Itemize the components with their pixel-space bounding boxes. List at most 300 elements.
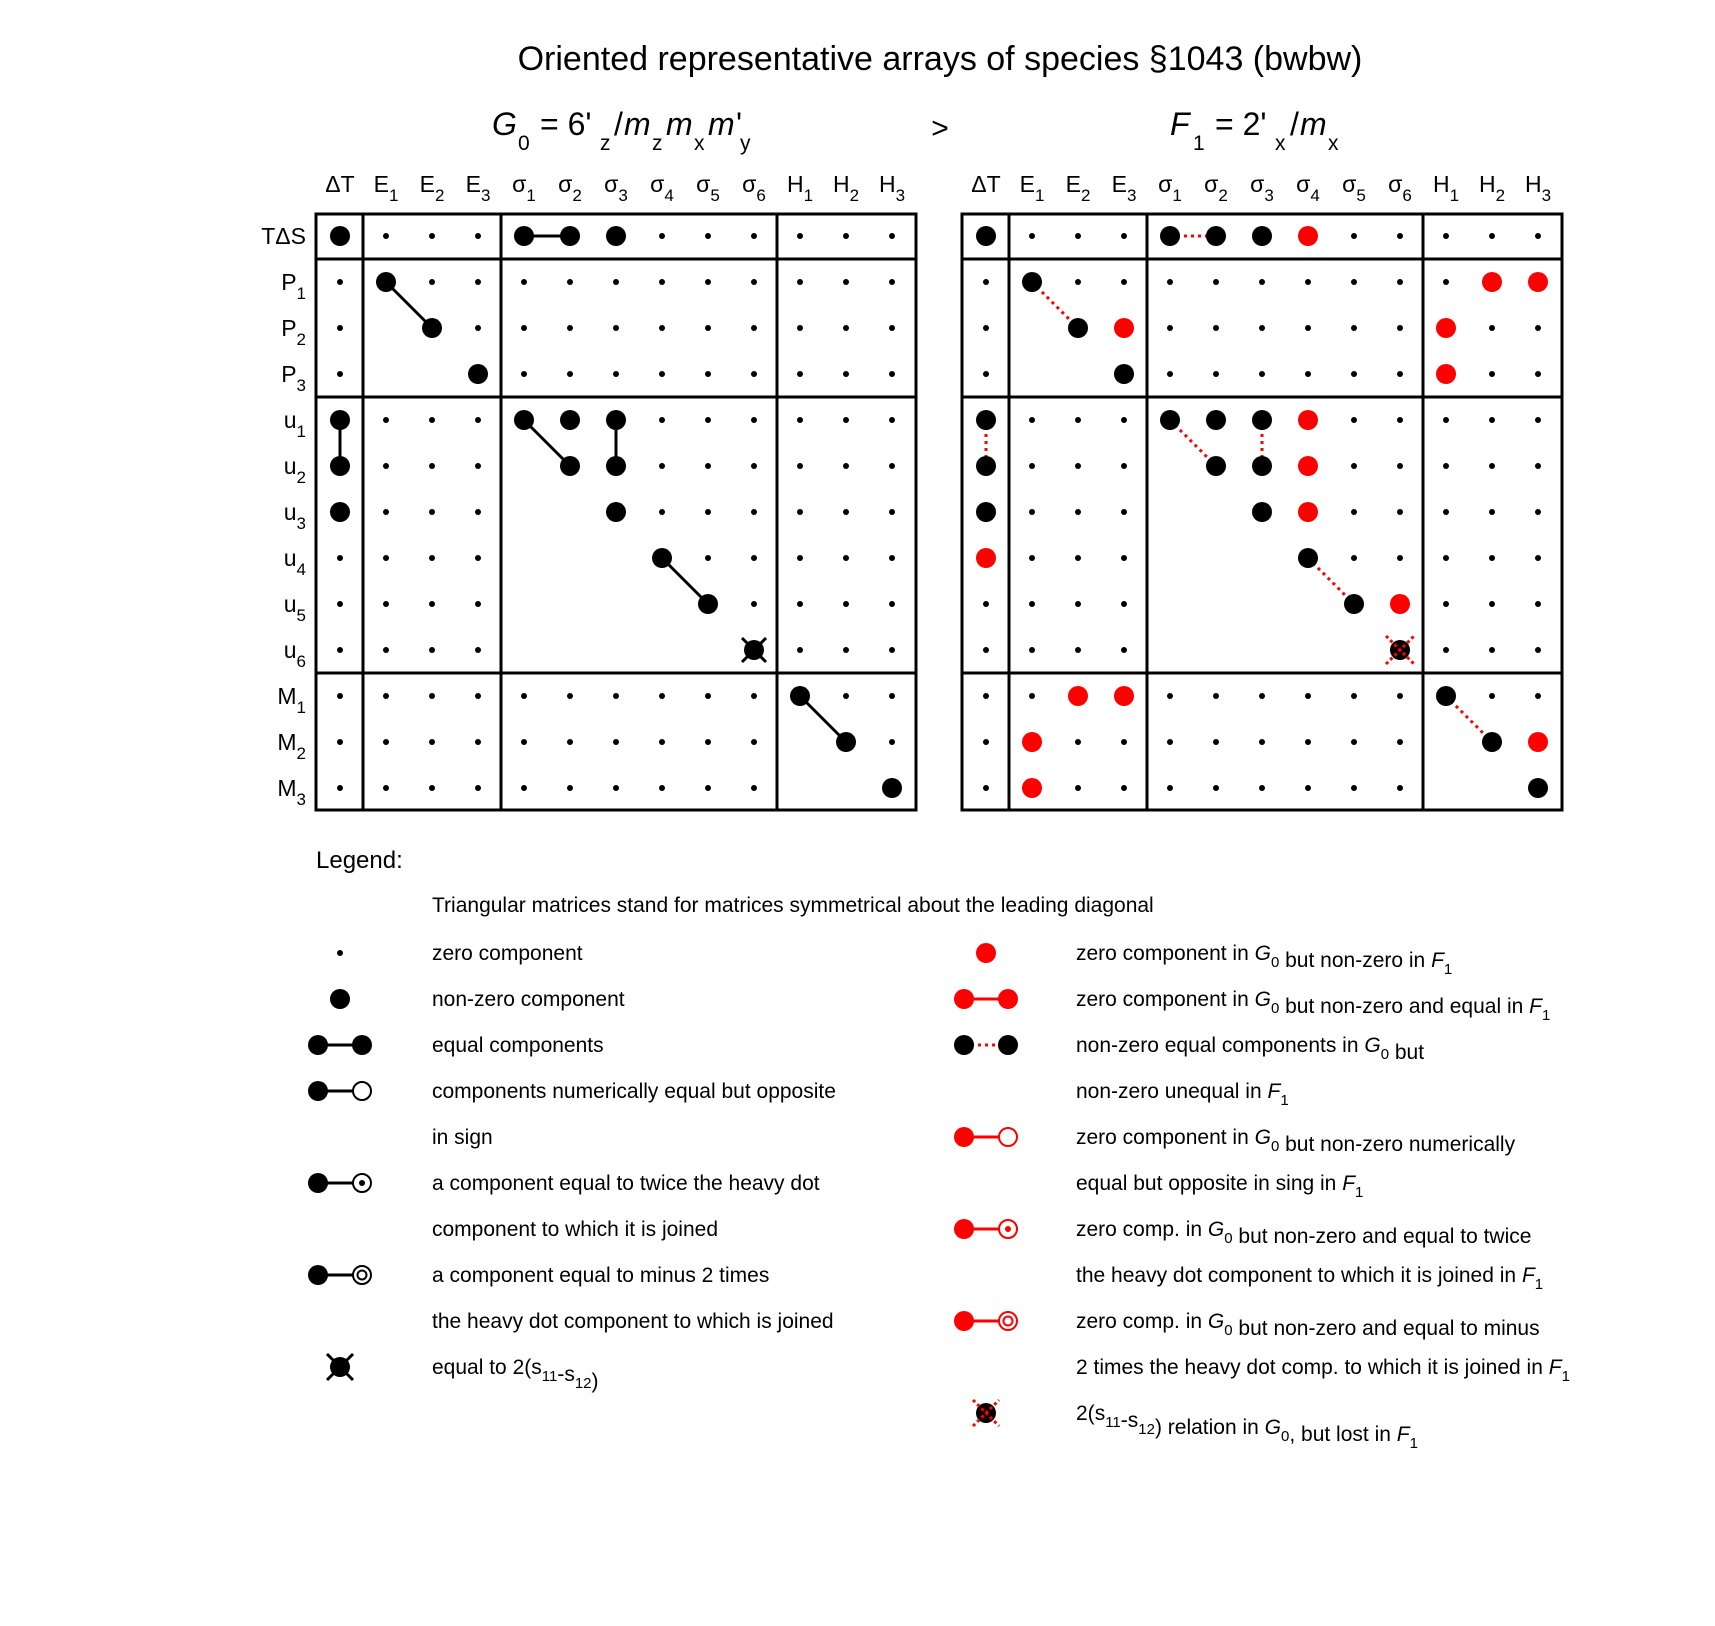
legend-text: zero component xyxy=(432,942,583,965)
column-header: $\sigma_3$ xyxy=(604,171,628,205)
zero-dot xyxy=(429,417,435,423)
red-dot xyxy=(1298,410,1318,430)
zero-dot xyxy=(983,785,989,791)
legend-text: the heavy dot component to which it is joined in $F_1$ xyxy=(1076,1264,1544,1293)
legend-text: non-zero equal components in $G_0$ but xyxy=(1076,1034,1425,1064)
zero-dot xyxy=(751,785,757,791)
nonzero-dot xyxy=(1528,778,1548,798)
row-label: $P_1$ xyxy=(281,269,306,303)
column-header: $\sigma_1$ xyxy=(1158,171,1182,205)
zero-dot xyxy=(1535,647,1541,653)
zero-dot xyxy=(429,601,435,607)
zero-dot xyxy=(429,693,435,699)
legend-heading: Legend: xyxy=(316,847,403,874)
zero-dot xyxy=(1029,555,1035,561)
column-header: $H_1$ xyxy=(786,171,814,205)
zero-dot xyxy=(889,233,895,239)
zero-dot xyxy=(1351,325,1357,331)
legend-text: in sign xyxy=(432,1126,493,1149)
nonzero-dot xyxy=(790,686,810,706)
zero-dot xyxy=(475,601,481,607)
svg-text:= 6': = 6' xyxy=(540,106,592,142)
zero-dot xyxy=(705,233,711,239)
right-group-label xyxy=(1170,106,1339,155)
zero-dot xyxy=(1489,693,1495,699)
svg-text:x: x xyxy=(1328,132,1339,155)
svg-text:z: z xyxy=(600,132,611,155)
zero-dot xyxy=(337,601,343,607)
nonzero-dot xyxy=(976,410,996,430)
zero-dot xyxy=(889,693,895,699)
zero-dot xyxy=(1443,279,1449,285)
nonzero-dot xyxy=(606,226,626,246)
zero-dot xyxy=(1305,739,1311,745)
red-dot xyxy=(1298,456,1318,476)
small-dot-icon xyxy=(337,950,343,956)
zero-dot xyxy=(521,785,527,791)
zero-dot xyxy=(1443,555,1449,561)
zero-dot xyxy=(843,463,849,469)
relation-symbol: > xyxy=(931,112,949,145)
zero-dot xyxy=(797,601,803,607)
zero-dot xyxy=(1351,739,1357,745)
zero-dot xyxy=(705,785,711,791)
red-dot xyxy=(1114,686,1134,706)
zero-dot xyxy=(1535,371,1541,377)
zero-dot xyxy=(1489,325,1495,331)
red-cross-dot-icon xyxy=(973,1400,999,1426)
nonzero-dot xyxy=(882,778,902,798)
zero-dot xyxy=(705,739,711,745)
column-header: $H_2$ xyxy=(1478,171,1506,205)
zero-dot xyxy=(983,647,989,653)
legend-text: equal to $2(s_{11}-s_{12})$ xyxy=(432,1356,599,1393)
nonzero-dot xyxy=(560,410,580,430)
zero-dot xyxy=(1167,279,1173,285)
zero-dot xyxy=(1397,371,1403,377)
zero-dot xyxy=(1029,463,1035,469)
zero-dot xyxy=(383,509,389,515)
zero-dot xyxy=(1075,279,1081,285)
zero-dot xyxy=(1167,371,1173,377)
zero-dot xyxy=(705,693,711,699)
zero-dot xyxy=(1167,785,1173,791)
nonzero-dot xyxy=(560,456,580,476)
zero-dot xyxy=(1443,601,1449,607)
zero-dot xyxy=(843,233,849,239)
nonzero-dot xyxy=(330,456,350,476)
column-header: $\sigma_4$ xyxy=(1296,171,1320,205)
zero-dot xyxy=(1213,325,1219,331)
zero-dot xyxy=(751,279,757,285)
zero-dot xyxy=(1213,739,1219,745)
zero-dot xyxy=(659,417,665,423)
zero-dot xyxy=(1167,325,1173,331)
zero-dot xyxy=(1397,463,1403,469)
zero-dot xyxy=(843,325,849,331)
zero-dot xyxy=(337,555,343,561)
row-label: $M_3$ xyxy=(277,775,306,809)
nonzero-dot xyxy=(1160,226,1180,246)
zero-dot xyxy=(659,509,665,515)
nonzero-dot xyxy=(698,594,718,614)
red-dot xyxy=(1482,272,1502,292)
zero-dot xyxy=(751,739,757,745)
zero-dot xyxy=(659,463,665,469)
zero-dot xyxy=(1121,601,1127,607)
zero-dot xyxy=(1075,785,1081,791)
red-dot xyxy=(1114,318,1134,338)
zero-dot xyxy=(1121,233,1127,239)
legend-text: component to which it is joined xyxy=(432,1218,718,1241)
zero-dot xyxy=(429,279,435,285)
row-label: $u_5$ xyxy=(283,591,306,625)
nonzero-dot xyxy=(606,502,626,522)
red-twice-link-icon xyxy=(954,1219,1017,1239)
column-header: $E_2$ xyxy=(1065,171,1091,205)
nonzero-dot xyxy=(330,226,350,246)
column-header: $H_2$ xyxy=(832,171,860,205)
nonzero-dot xyxy=(514,410,534,430)
zero-dot xyxy=(475,555,481,561)
legend-text: the heavy dot component to which is joined xyxy=(432,1310,834,1333)
nonzero-dot xyxy=(1436,686,1456,706)
left-group-label xyxy=(492,106,751,155)
nonzero-dot xyxy=(1252,456,1272,476)
zero-dot xyxy=(1489,371,1495,377)
zero-dot xyxy=(751,371,757,377)
zero-dot xyxy=(1535,601,1541,607)
zero-dot xyxy=(983,371,989,377)
zero-dot xyxy=(889,325,895,331)
zero-dot xyxy=(1213,371,1219,377)
svg-text:/: / xyxy=(1290,106,1299,142)
legend-text: zero component in $G_0$ but non-zero and equal in $F_1$ xyxy=(1076,988,1551,1024)
column-header: $E_1$ xyxy=(373,171,399,205)
zero-dot xyxy=(889,417,895,423)
red-dot xyxy=(1390,594,1410,614)
zero-dot xyxy=(1305,693,1311,699)
row-label: $P_2$ xyxy=(281,315,306,349)
zero-dot xyxy=(705,509,711,515)
zero-dot xyxy=(1535,509,1541,515)
zero-dot xyxy=(383,463,389,469)
zero-dot xyxy=(429,647,435,653)
zero-dot xyxy=(797,555,803,561)
svg-text:z: z xyxy=(652,132,663,155)
svg-text:x: x xyxy=(694,132,705,155)
nonzero-dot xyxy=(606,410,626,430)
nonzero-dot xyxy=(976,502,996,522)
zero-dot xyxy=(1397,693,1403,699)
legend-text: equal components xyxy=(432,1034,604,1057)
row-label: $u_4$ xyxy=(283,545,306,579)
red-dot xyxy=(1528,732,1548,752)
zero-dot xyxy=(429,555,435,561)
nonzero-dot xyxy=(468,364,488,384)
zero-dot xyxy=(889,509,895,515)
zero-dot xyxy=(521,739,527,745)
zero-dot xyxy=(889,371,895,377)
zero-dot xyxy=(751,325,757,331)
zero-dot xyxy=(383,785,389,791)
nonzero-dot xyxy=(1252,410,1272,430)
zero-dot xyxy=(659,371,665,377)
zero-dot xyxy=(889,555,895,561)
nonzero-dot xyxy=(1114,364,1134,384)
zero-dot xyxy=(843,693,849,699)
zero-dot xyxy=(983,601,989,607)
nonzero-dot xyxy=(376,272,396,292)
zero-dot xyxy=(429,785,435,791)
zero-dot xyxy=(1029,509,1035,515)
zero-dot xyxy=(1489,233,1495,239)
zero-dot xyxy=(797,371,803,377)
zero-dot xyxy=(383,647,389,653)
zero-dot xyxy=(521,693,527,699)
zero-dot xyxy=(705,279,711,285)
zero-dot xyxy=(521,371,527,377)
nonzero-dot xyxy=(1206,410,1226,430)
zero-dot xyxy=(751,233,757,239)
zero-dot xyxy=(1121,509,1127,515)
zero-dot xyxy=(1397,233,1403,239)
svg-text:x: x xyxy=(1275,132,1286,155)
row-label: $u_2$ xyxy=(283,453,306,487)
diagram-title: Oriented representative arrays of species §1043 (bwbw) xyxy=(517,40,1363,78)
zero-dot xyxy=(1397,417,1403,423)
cross-dot-icon xyxy=(327,1354,353,1380)
column-header: ΔT xyxy=(325,171,355,197)
zero-dot xyxy=(1029,647,1035,653)
legend-text: zero component in $G_0$ but non-zero numerically xyxy=(1076,1126,1516,1156)
zero-dot xyxy=(751,555,757,561)
zero-dot xyxy=(1121,647,1127,653)
zero-dot xyxy=(843,601,849,607)
equal-link-icon xyxy=(308,1035,372,1055)
zero-dot xyxy=(337,739,343,745)
zero-dot xyxy=(1535,463,1541,469)
legend-text: 2 times the heavy dot comp. to which it is joined in $F_1$ xyxy=(1076,1356,1570,1385)
zero-dot xyxy=(1397,509,1403,515)
svg-text:': ' xyxy=(736,106,743,142)
zero-dot xyxy=(475,509,481,515)
zero-dot xyxy=(613,693,619,699)
zero-dot xyxy=(1489,647,1495,653)
red-dot-icon xyxy=(976,943,996,963)
legend-text: non-zero unequal in $F_1$ xyxy=(1076,1080,1289,1109)
svg-text:m: m xyxy=(666,106,693,142)
zero-dot xyxy=(475,739,481,745)
zero-dot xyxy=(797,325,803,331)
zero-dot xyxy=(983,693,989,699)
zero-dot xyxy=(889,463,895,469)
red-dot xyxy=(1068,686,1088,706)
zero-dot xyxy=(521,279,527,285)
zero-dot xyxy=(797,233,803,239)
zero-dot xyxy=(1121,785,1127,791)
zero-dot xyxy=(705,417,711,423)
zero-dot xyxy=(383,233,389,239)
zero-dot xyxy=(1535,555,1541,561)
zero-dot xyxy=(1121,739,1127,745)
zero-dot xyxy=(1489,509,1495,515)
row-label: TΔS xyxy=(261,223,306,249)
nonzero-dot xyxy=(1482,732,1502,752)
zero-dot xyxy=(843,555,849,561)
nonzero-dot xyxy=(560,226,580,246)
column-header: $E_3$ xyxy=(1111,171,1137,205)
zero-dot xyxy=(1305,279,1311,285)
zero-dot xyxy=(567,785,573,791)
svg-text:m: m xyxy=(708,106,735,142)
zero-dot xyxy=(843,279,849,285)
zero-dot xyxy=(843,509,849,515)
zero-dot xyxy=(1213,785,1219,791)
nonzero-dot xyxy=(652,548,672,568)
column-header: $\sigma_2$ xyxy=(558,171,582,205)
red-dot xyxy=(1022,778,1042,798)
nonzero-dot xyxy=(422,318,442,338)
column-header: $H_3$ xyxy=(878,171,906,205)
zero-dot xyxy=(429,509,435,515)
zero-dot xyxy=(1259,739,1265,745)
red-dot xyxy=(1298,226,1318,246)
row-labels xyxy=(261,223,306,809)
zero-dot xyxy=(1305,371,1311,377)
zero-dot xyxy=(797,417,803,423)
nonzero-dot xyxy=(330,410,350,430)
zero-dot xyxy=(1443,417,1449,423)
zero-dot xyxy=(1351,785,1357,791)
zero-dot xyxy=(383,417,389,423)
column-header: $\sigma_6$ xyxy=(742,171,766,205)
zero-dot xyxy=(983,279,989,285)
minus2-link-icon xyxy=(308,1265,371,1285)
twice-link-icon xyxy=(308,1173,371,1193)
column-header: ΔT xyxy=(971,171,1001,197)
zero-dot xyxy=(1443,463,1449,469)
zero-dot xyxy=(1075,601,1081,607)
zero-dot xyxy=(889,647,895,653)
column-header: $E_1$ xyxy=(1019,171,1045,205)
row-label: $u_1$ xyxy=(283,407,306,441)
zero-dot xyxy=(659,739,665,745)
nonzero-dot xyxy=(1068,318,1088,338)
legend-text: $2(s_{11}-s_{12})$ relation in $G_0$, but lost in $F_1$ xyxy=(1076,1402,1418,1452)
row-label: $u_6$ xyxy=(283,637,306,671)
zero-dot xyxy=(797,647,803,653)
nonzero-dot xyxy=(330,502,350,522)
zero-dot xyxy=(705,463,711,469)
svg-text:F: F xyxy=(1170,106,1190,142)
nonzero-dot xyxy=(1022,272,1042,292)
row-label: $P_3$ xyxy=(281,361,306,395)
red-dot xyxy=(1436,318,1456,338)
zero-dot xyxy=(1167,739,1173,745)
column-header: $\sigma_1$ xyxy=(512,171,536,205)
zero-dot xyxy=(567,279,573,285)
zero-dot xyxy=(843,417,849,423)
big-dot-icon xyxy=(330,989,350,1009)
zero-dot xyxy=(1259,785,1265,791)
zero-dot xyxy=(521,325,527,331)
zero-dot xyxy=(1075,739,1081,745)
zero-dot xyxy=(613,325,619,331)
svg-text:m: m xyxy=(1300,106,1327,142)
nonzero-dot xyxy=(1252,502,1272,522)
row-label: $u_3$ xyxy=(283,499,306,533)
zero-dot xyxy=(843,647,849,653)
zero-dot xyxy=(705,555,711,561)
svg-text:1: 1 xyxy=(1193,132,1205,155)
zero-dot xyxy=(1351,463,1357,469)
nonzero-dot xyxy=(1252,226,1272,246)
zero-dot xyxy=(1213,693,1219,699)
zero-dot xyxy=(429,233,435,239)
column-header: $\sigma_3$ xyxy=(1250,171,1274,205)
column-header: $\sigma_2$ xyxy=(1204,171,1228,205)
zero-dot xyxy=(1489,555,1495,561)
legend-note: Triangular matrices stand for matrices symmetrical about the leading diagonal xyxy=(432,894,1154,917)
legend-text: a component equal to minus 2 times xyxy=(432,1264,770,1287)
zero-dot xyxy=(567,325,573,331)
red-opposite-link-icon xyxy=(954,1127,1017,1147)
zero-dot xyxy=(1259,371,1265,377)
zero-dot xyxy=(1305,325,1311,331)
zero-dot xyxy=(797,509,803,515)
zero-dot xyxy=(751,693,757,699)
svg-text:0: 0 xyxy=(518,132,530,155)
zero-dot xyxy=(1029,601,1035,607)
zero-dot xyxy=(475,647,481,653)
zero-dot xyxy=(1351,279,1357,285)
opposite-link-icon xyxy=(308,1081,371,1101)
zero-dot xyxy=(889,279,895,285)
zero-dot xyxy=(1535,325,1541,331)
red-dot xyxy=(1436,364,1456,384)
zero-dot xyxy=(1351,555,1357,561)
zero-dot xyxy=(1259,693,1265,699)
zero-dot xyxy=(659,279,665,285)
nonzero-dot xyxy=(1344,594,1364,614)
zero-dot xyxy=(1305,785,1311,791)
zero-dot xyxy=(1121,417,1127,423)
zero-dot xyxy=(1259,279,1265,285)
zero-dot xyxy=(429,463,435,469)
svg-text:m: m xyxy=(624,106,651,142)
zero-dot xyxy=(1075,555,1081,561)
red-dot xyxy=(1298,502,1318,522)
zero-dot xyxy=(1075,647,1081,653)
zero-dot xyxy=(659,325,665,331)
zero-dot xyxy=(475,325,481,331)
column-header: $\sigma_6$ xyxy=(1388,171,1412,205)
svg-text:= 2': = 2' xyxy=(1215,106,1267,142)
zero-dot xyxy=(1397,279,1403,285)
right-matrix xyxy=(962,171,1562,810)
svg-text:/: / xyxy=(614,106,623,142)
nonzero-dot xyxy=(1160,410,1180,430)
zero-dot xyxy=(1075,463,1081,469)
zero-dot xyxy=(1075,233,1081,239)
zero-dot xyxy=(1121,555,1127,561)
red-dot xyxy=(1022,732,1042,752)
zero-dot xyxy=(383,601,389,607)
zero-dot xyxy=(475,233,481,239)
zero-dot xyxy=(1397,555,1403,561)
red-equal-link-icon xyxy=(954,989,1018,1009)
